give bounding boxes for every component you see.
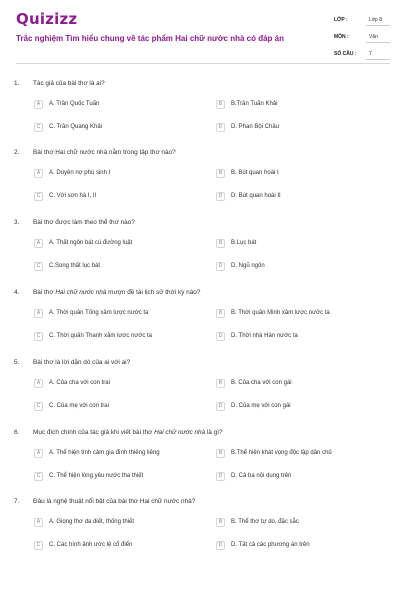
answer-option-d[interactable] bbox=[216, 191, 396, 201]
question-text-part: Tác giả của bài thơ là ai? bbox=[33, 80, 105, 87]
answer-options bbox=[34, 378, 384, 411]
option-letter-box: C bbox=[34, 332, 43, 341]
answer-options bbox=[34, 308, 384, 341]
class-row bbox=[334, 14, 390, 26]
option-letter-box: B bbox=[216, 518, 225, 527]
answer-option-b[interactable] bbox=[216, 238, 396, 248]
option-letter-box: D bbox=[216, 262, 225, 271]
question-number: 7. bbox=[14, 498, 20, 505]
question-text bbox=[33, 428, 223, 438]
option-letter-box: B bbox=[216, 309, 225, 318]
option-letter-box: D bbox=[216, 123, 225, 132]
worksheet-meta bbox=[334, 14, 390, 65]
question-6 bbox=[14, 428, 384, 481]
question-number: 4. bbox=[14, 289, 20, 296]
option-letter-box: D bbox=[216, 332, 225, 341]
question-count-label: SỐ CÂU : bbox=[334, 51, 357, 57]
subject-value: Văn bbox=[366, 32, 390, 43]
option-letter-box: D bbox=[216, 472, 225, 481]
question-number: 5. bbox=[14, 359, 20, 366]
answer-option-d[interactable] bbox=[216, 540, 396, 550]
option-letter-box: C bbox=[34, 262, 43, 271]
class-value: Lớp 8 bbox=[366, 15, 390, 26]
option-label: A. Duyên nợ phù sinh I bbox=[49, 170, 111, 176]
option-label: C. Của mẹ với con trai bbox=[49, 403, 109, 409]
quizizz-logo: Quizizz bbox=[16, 10, 78, 28]
question-1 bbox=[14, 79, 384, 132]
answer-option-b[interactable] bbox=[216, 378, 396, 388]
option-label: A. Trần Quốc Tuấn bbox=[49, 101, 100, 107]
question-text bbox=[33, 218, 135, 228]
option-label: B.Thể hiện khát vọng độc lập dân chủ bbox=[231, 450, 332, 456]
option-label: C.Song thất lục bát bbox=[49, 263, 101, 269]
option-letter-box: B bbox=[216, 169, 225, 178]
answer-options bbox=[34, 238, 384, 271]
question-header bbox=[14, 79, 384, 89]
option-label: D. Thời nhà Hán nước ta bbox=[231, 333, 298, 339]
question-header bbox=[14, 218, 384, 228]
question-3 bbox=[14, 218, 384, 271]
question-header bbox=[14, 497, 384, 507]
option-letter-box: B bbox=[216, 449, 225, 458]
answer-option-b[interactable] bbox=[216, 99, 396, 109]
answer-options bbox=[34, 168, 384, 201]
option-label: B. Của cha với con gái bbox=[231, 380, 292, 386]
question-header bbox=[14, 358, 384, 368]
answer-option-d[interactable] bbox=[216, 261, 396, 271]
question-2 bbox=[14, 148, 384, 201]
question-text bbox=[33, 358, 130, 368]
answer-option-d[interactable] bbox=[216, 122, 396, 132]
option-label: A. Thể hiện tình cảm gia đình thiêng liêng bbox=[49, 450, 160, 456]
answer-option-a[interactable] bbox=[34, 308, 214, 318]
option-letter-box: A bbox=[34, 169, 43, 178]
header-divider bbox=[16, 63, 390, 64]
option-label: D. Cả ba nội dung trên bbox=[231, 473, 292, 479]
answer-option-b[interactable] bbox=[216, 168, 396, 178]
option-label: B. Thời quân Minh xâm lược nước ta bbox=[231, 310, 330, 316]
option-letter-box: C bbox=[34, 123, 43, 132]
option-label: B. Thể thơ tự do, đặc sắc bbox=[231, 519, 299, 525]
option-label: D. Tất cả các phương án trên bbox=[231, 542, 310, 548]
option-letter-box: C bbox=[34, 402, 43, 411]
question-number: 6. bbox=[14, 429, 20, 436]
option-letter-box: A bbox=[34, 518, 43, 527]
question-header bbox=[14, 148, 384, 158]
question-number: 1. bbox=[14, 80, 20, 87]
answer-option-d[interactable] bbox=[216, 471, 396, 481]
answer-option-a[interactable] bbox=[34, 99, 214, 109]
option-label: B.Trần Tuấn Khải bbox=[231, 101, 278, 107]
option-letter-box: D bbox=[216, 192, 225, 201]
answer-option-c[interactable] bbox=[34, 540, 214, 550]
option-label: C. Với sơn hà I, II bbox=[49, 193, 97, 199]
question-header bbox=[14, 288, 384, 298]
option-letter-box: B bbox=[216, 239, 225, 248]
option-letter-box: A bbox=[34, 379, 43, 388]
option-letter-box: A bbox=[34, 239, 43, 248]
option-label: D. Phan Bội Châu bbox=[231, 124, 280, 130]
option-letter-box: C bbox=[34, 192, 43, 201]
answer-options bbox=[34, 448, 384, 481]
answer-option-b[interactable] bbox=[216, 308, 396, 318]
answer-option-a[interactable] bbox=[34, 238, 214, 248]
option-label: B.Lục bát bbox=[231, 240, 257, 246]
subject-row bbox=[334, 31, 390, 43]
option-letter-box: B bbox=[216, 379, 225, 388]
question-text-part: Bài thơ là lời dặn dò của ai với ai? bbox=[33, 359, 131, 366]
answer-option-c[interactable] bbox=[34, 122, 214, 132]
option-label: A. Thất ngôn bát cú đường luật bbox=[49, 240, 133, 246]
question-4 bbox=[14, 288, 384, 341]
answer-option-c[interactable] bbox=[34, 401, 214, 411]
option-letter-box: D bbox=[216, 541, 225, 550]
class-label: LỚP : bbox=[334, 17, 348, 23]
option-letter-box: A bbox=[34, 309, 43, 318]
answer-option-c[interactable] bbox=[34, 191, 214, 201]
option-label: C. Thể hiện lòng yêu nước tha thiết bbox=[49, 473, 144, 479]
question-text-italic: Hai chữ nước nhà bbox=[154, 429, 206, 436]
answer-option-a[interactable] bbox=[34, 448, 214, 458]
question-text-part: mượn đề tài lịch sử thời kỳ nào? bbox=[106, 289, 201, 296]
question-text bbox=[33, 497, 195, 507]
question-text-part: Đâu là nghệ thuật nổi bật của bài thơ Hai chữ nước nhà? bbox=[33, 498, 196, 505]
option-letter-box: B bbox=[216, 100, 225, 109]
question-5 bbox=[14, 358, 384, 411]
question-count-value: 7 bbox=[366, 49, 390, 60]
answer-options bbox=[34, 99, 384, 132]
answer-options bbox=[34, 517, 384, 550]
option-label: A. Thời quân Tống xâm lược nước ta bbox=[49, 310, 149, 316]
answer-option-c[interactable] bbox=[34, 471, 214, 481]
option-label: C. Trần Quang Khải bbox=[49, 124, 103, 130]
worksheet-title: Trắc nghiệm Tìm hiểu chung về tác phẩm Hai chữ nước nhà có đáp án bbox=[16, 34, 284, 43]
option-label: A. Của cha với con trai bbox=[49, 380, 110, 386]
question-text-part: Mục đích chính của tác giả khi viết bài thơ bbox=[33, 429, 155, 436]
subject-label: MÔN : bbox=[334, 34, 349, 40]
question-7 bbox=[14, 497, 384, 550]
answer-option-c[interactable] bbox=[34, 261, 214, 271]
question-text-part: Bài thơ bbox=[33, 289, 56, 296]
question-text-part: Bài thơ Hai chữ nước nhà nằm trong tập thơ nào? bbox=[33, 149, 176, 156]
question-text bbox=[33, 148, 176, 158]
answer-option-b[interactable] bbox=[216, 517, 396, 527]
option-letter-box: A bbox=[34, 100, 43, 109]
option-label: C. Thời quân Thanh xâm lược nước ta bbox=[49, 333, 152, 339]
option-label: D. Bút quan hoài II bbox=[231, 193, 281, 199]
option-label: B. Bút quan hoài I bbox=[231, 170, 279, 176]
answer-option-a[interactable] bbox=[34, 378, 214, 388]
answer-option-d[interactable] bbox=[216, 401, 396, 411]
option-label: C. Các hình ảnh ước lệ cổ điển bbox=[49, 542, 133, 548]
option-label: D. Của mẹ với con gái bbox=[231, 403, 291, 409]
question-number: 2. bbox=[14, 149, 20, 156]
option-letter-box: C bbox=[34, 541, 43, 550]
question-count-row bbox=[334, 48, 390, 60]
question-text-part: Bài thơ được làm theo thể thơ nào? bbox=[33, 219, 135, 226]
answer-option-b[interactable] bbox=[216, 448, 396, 458]
option-letter-box: C bbox=[34, 472, 43, 481]
option-label: A. Giọng thơ da diết, thống thiết bbox=[49, 519, 134, 525]
question-number: 3. bbox=[14, 219, 20, 226]
option-label: D. Ngũ ngôn bbox=[231, 263, 265, 269]
option-letter-box: D bbox=[216, 402, 225, 411]
option-letter-box: A bbox=[34, 449, 43, 458]
question-text bbox=[33, 288, 200, 298]
question-text bbox=[33, 79, 105, 89]
answer-option-d[interactable] bbox=[216, 331, 396, 341]
question-text-part: là gì? bbox=[205, 429, 223, 436]
answer-option-a[interactable] bbox=[34, 517, 214, 527]
question-text-italic: Hai chữ nước nhà bbox=[55, 289, 107, 296]
answer-option-a[interactable] bbox=[34, 168, 214, 178]
question-header bbox=[14, 428, 384, 438]
answer-option-c[interactable] bbox=[34, 331, 214, 341]
